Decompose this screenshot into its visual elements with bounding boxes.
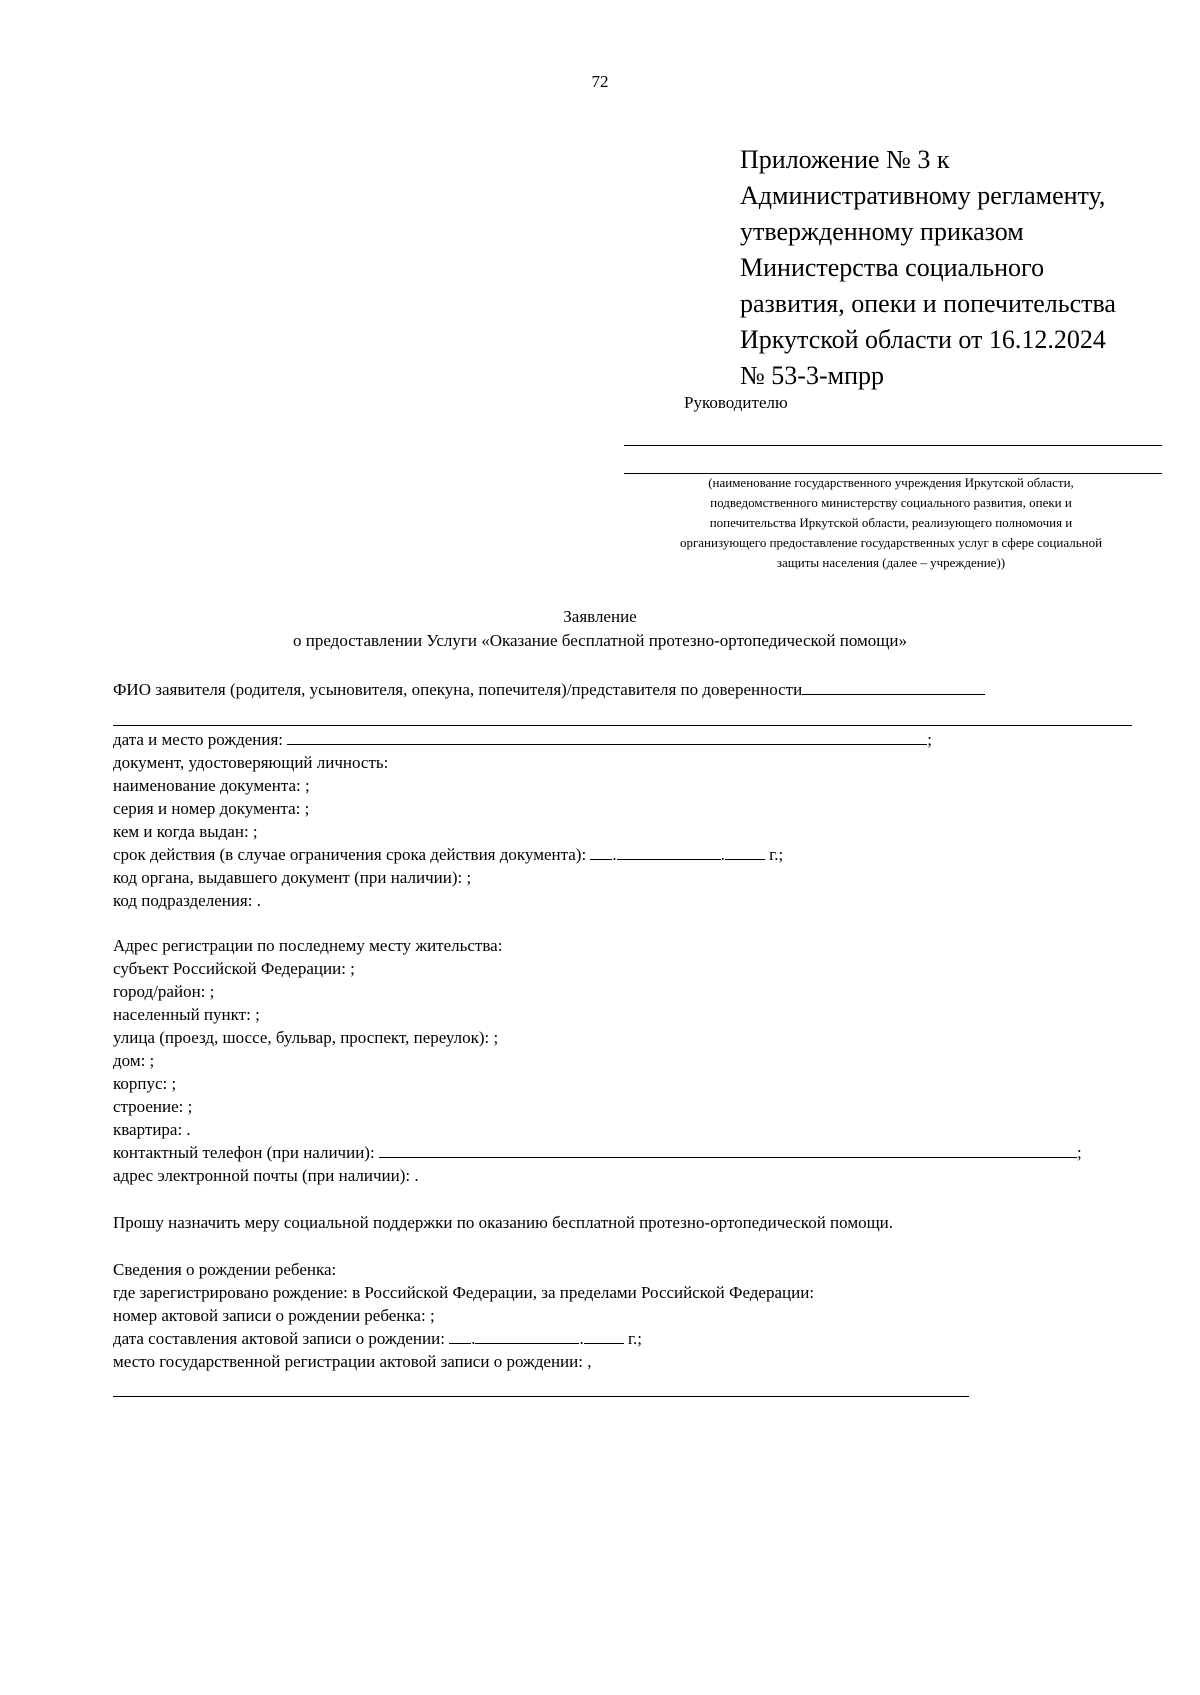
organization-note-line: подведомственного министерству социального развития, опеки и (710, 495, 1072, 510)
page-number: 72 (591, 72, 609, 91)
applicant-fio-label: ФИО заявителя (родителя, усыновителя, опекуна, попечителя)/представителя по доверенности (113, 680, 803, 699)
document-name-line: наименование документа: ; (113, 776, 310, 795)
validity-suffix: г.; (769, 845, 784, 864)
organization-note-line: попечительства Иркутской области, реализующего полномочия и (709, 515, 1073, 530)
appendix-line: развития, опеки и попечительства (740, 289, 1116, 318)
address-building-line: корпус: ; (113, 1074, 177, 1093)
record-date-day-blank[interactable] (449, 1329, 471, 1344)
address-city-line: город/район: ; (113, 982, 215, 1001)
address-apartment-line: квартира: . (113, 1120, 191, 1139)
record-date-suffix: г.; (627, 1329, 642, 1348)
address-region-line: субъект Российской Федерации: ; (113, 959, 355, 978)
birth-date-place-blank[interactable] (287, 730, 927, 745)
identity-doc-line: документ, удостоверяющий личность: (113, 753, 389, 772)
validity-month-blank[interactable] (617, 845, 721, 860)
appendix-line: Министерства социального (740, 253, 1045, 282)
validity-day-blank[interactable] (590, 845, 612, 860)
appendix-line: Административному регламенту, (740, 181, 1106, 210)
record-date-year-blank[interactable] (584, 1329, 624, 1344)
address-structure-line: строение: ; (113, 1097, 193, 1116)
registration-place-blank[interactable] (113, 1396, 969, 1397)
request-text: Прошу назначить меру социальной поддержки по оказанию бесплатной протезно-ортопедической помощи. (113, 1213, 894, 1232)
issuer-code-line: код органа, выдавшего документ (при наличии): ; (113, 868, 472, 887)
document-title (0, 605, 1200, 653)
validity-row: срок действия (в случае ограничения срока действия документа): . . г.; (113, 845, 784, 864)
applicant-fio-row (113, 679, 985, 701)
birth-date-place-label: дата и место рождения: (113, 730, 284, 749)
appendix-line: № 53-3-мпрр (740, 361, 884, 390)
phone-blank[interactable] (379, 1143, 1077, 1158)
document-subtitle: о предоставлении Услуги «Оказание бесплатной протезно-ортопедической помощи» (293, 631, 907, 650)
appendix-line: утвержденному приказом (740, 217, 1024, 246)
organization-note-line: защиты населения (далее – учреждение)) (776, 555, 1006, 570)
organization-note (620, 473, 1162, 573)
organization-note-line: организующего предоставление государственных услуг в сфере социальной (679, 535, 1103, 550)
validity-label: срок действия (в случае ограничения срока действия документа): (113, 845, 587, 864)
document-series-number-line: серия и номер документа: ; (113, 799, 310, 818)
phone-row (113, 1142, 1082, 1164)
address-heading: Адрес регистрации по последнему месту жительства: (113, 936, 503, 955)
appendix-header (740, 142, 1116, 394)
applicant-fio-continuation-line[interactable] (113, 725, 1132, 726)
appendix-line: Приложение № 3 к (740, 145, 950, 174)
applicant-fio-blank[interactable] (802, 680, 985, 695)
record-date-row: дата составления актовой записи о рождении: . . г.; (113, 1329, 642, 1348)
addressee-line-1 (624, 445, 1162, 446)
subdivision-code-line: код подразделения: . (113, 891, 261, 910)
phone-label: контактный телефон (при наличии): (113, 1143, 375, 1162)
birth-info-heading: Сведения о рождении ребенка: (113, 1260, 337, 1279)
addressee: Руководителю (684, 393, 788, 412)
registration-place-line: место государственной регистрации актовой записи о рождении: , (113, 1352, 592, 1371)
address-house-line: дом: ; (113, 1051, 155, 1070)
birth-date-place-end: ; (927, 730, 933, 749)
address-street-line: улица (проезд, шоссе, бульвар, проспект, переулок): ; (113, 1028, 499, 1047)
email-line: адрес электронной почты (при наличии): . (113, 1166, 419, 1185)
document-heading: Заявление (563, 607, 637, 626)
birth-record-number-line: номер актовой записи о рождении ребенка: ; (113, 1306, 435, 1325)
birth-date-place-row (113, 729, 932, 751)
record-date-label: дата составления актовой записи о рождении: (113, 1329, 445, 1348)
organization-note-line: (наименование государственного учреждения Иркутской области, (708, 475, 1074, 490)
record-date-month-blank[interactable] (475, 1329, 579, 1344)
validity-year-blank[interactable] (725, 845, 765, 860)
document-issued-by-line: кем и когда выдан: ; (113, 822, 258, 841)
address-locality-line: населенный пункт: ; (113, 1005, 260, 1024)
phone-end: ; (1076, 1143, 1082, 1162)
appendix-line: Иркутской области от 16.12.2024 (740, 325, 1106, 354)
birth-registration-place-line: где зарегистрировано рождение: в Российской Федерации, за пределами Российской Федерации: (113, 1283, 815, 1302)
